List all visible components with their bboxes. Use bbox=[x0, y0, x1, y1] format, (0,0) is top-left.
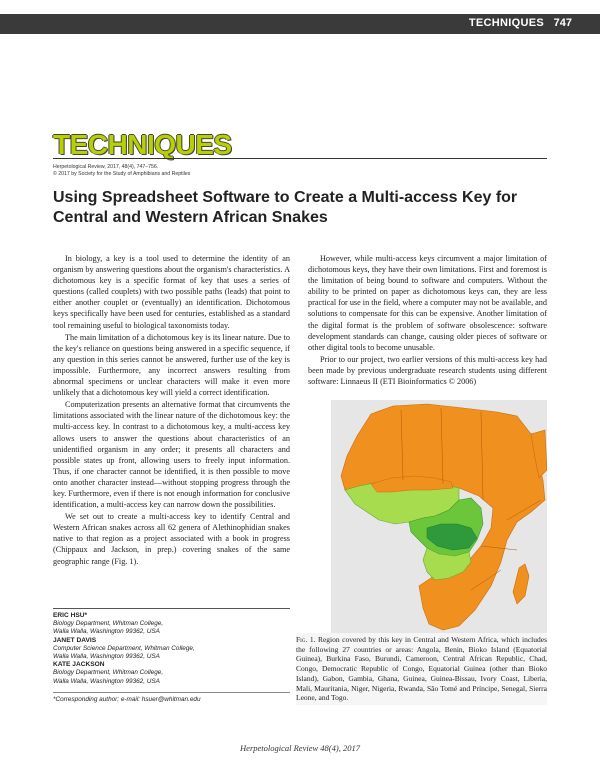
section-heading: TECHNIQUES bbox=[53, 129, 232, 160]
author-name: ERIC HSU* bbox=[53, 612, 88, 619]
paragraph: However, while multi-access keys circumvent a major limitation of dichotomous keys, they have their own limitations. First and foremost is the limitation of being bound to software and computers. Without the ability to be printed on paper as dichotomous keys can, they are less practical for use in the field, where a computer may not be available, and solutions to compensate for this can be expensive. Another limitation of the digital format is the problem of software obsolescence: software development standards can change, causing older pieces of software or other digital tools to become unusable. bbox=[308, 254, 547, 352]
paragraph: Prior to our project, two earlier versions of this multi-access key had been made by previous undergraduate research students using different software: Linnaeus II (ETI Bioinformatics © 2006) bbox=[308, 354, 547, 387]
journal-copyright: © 2017 by Society for the Study of Amphibians and Reptiles bbox=[53, 171, 191, 177]
author-block bbox=[53, 608, 290, 704]
author bbox=[53, 612, 290, 637]
africa-map-figure bbox=[331, 400, 547, 633]
author-address: Walla Walla, Washington 99362, USA bbox=[53, 628, 160, 636]
author-affiliation: Biology Department, Whitman College, bbox=[53, 669, 164, 677]
paragraph: In biology, a key is a tool used to determine the identity of an organism by answering questions about the organism's characteristics. A dichotomous key is a specific format of key that uses a series of questions (called couplets) with two possible paths (leads) that point to either another couplet or (eventually) an identification. Dichotomous keys specifically have been used for centuries, established as a standard tool remaining useful to biological taxonomists today. bbox=[53, 254, 290, 330]
section-rule bbox=[53, 158, 547, 159]
running-header bbox=[0, 14, 600, 34]
author-name: KATE JACKSON bbox=[53, 661, 105, 669]
figure-caption-text: Region covered by this key in Central and Western Africa, which includes the following 27 countries or areas: Angola, Benin, Bioko Island (Equatorial Guinea), Burkina Faso, Burundi, Cameroon, Central African Republic, Chad, Congo, Democratic Republic of Congo, Equatorial Guinea (other than Bioko Island), Gabon, Gambia, Ghana, Guinea, Guinea-Bissau, Ivory Coast, Liberia, Mali, Mauritania, Niger, Nigeria, Rwanda, São Tomé and Príncipe, Senegal, Sierra Leone, and Togo. bbox=[296, 635, 547, 703]
figure-caption bbox=[296, 633, 547, 705]
journal-citation: Herpetological Review, 2017, 48(4), 747–756. bbox=[53, 164, 159, 170]
map-island-madagascar bbox=[513, 564, 529, 604]
article-title: Using Spreadsheet Software to Create a Multi-access Key for Central and Western African Snakes bbox=[53, 189, 518, 226]
author-affiliation: Biology Department, Whitman College, bbox=[53, 620, 164, 628]
right-column bbox=[308, 253, 547, 388]
paragraph: We set out to create a multi-access key to identify Central and Western African snakes across all 62 genera of Alethinophidian snakes native to that region as a project associated with a book in progress (Chippaux and Jackson, in prep.) covering snakes of the same geographic range (Fig. 1). bbox=[53, 512, 290, 566]
author-address: Walla Walla, Washington 99362, USA bbox=[53, 677, 160, 685]
page-footer: Herpetological Review 48(4), 2017 bbox=[240, 743, 360, 753]
author bbox=[53, 661, 290, 686]
africa-map bbox=[331, 400, 547, 633]
paragraph: Computerization presents an alternative format that circumvents the limitations associated with the linear nature of the dichotomous key: the multi-access key. In contrast to a dichotomous key, a multi-access key allows users to answer the questions about characteristics of an unidentified organism in any order; it presents all characters and possible states up front, allowing users to freely input information. Thus, if one character cannot be identified, it is then possible to move onto another character instead—without stopping progress through the key. Furthermore, even if there is not enough information for conclusive identification, a multi-access key can narrow down the possibilities. bbox=[53, 400, 290, 510]
paragraph: The main limitation of a dichotomous key is its linear nature. Due to the key's reliance on questions being answered in a specific sequence, if any question in this series cannot be answered, further use of the key is impossible. Furthermore, any incorrect answers resulting from abnormal specimens or unclear characters will make it even more unlikely that a dichotomous key will yield a correct identification. bbox=[53, 332, 290, 398]
corresponding-author: *Corresponding author; e-mail: hsuer@whitman.edu bbox=[53, 692, 290, 704]
author-name: JANET DAVIS bbox=[53, 636, 97, 644]
left-column bbox=[53, 253, 290, 568]
author-affiliation: Computer Science Department, Whitman College, bbox=[53, 644, 195, 652]
author-address: Walla Walla, Washington 99362, USA bbox=[53, 653, 160, 661]
author bbox=[53, 637, 290, 662]
running-header-section: TECHNIQUES bbox=[468, 17, 544, 29]
figure-label: Fig. 1. bbox=[296, 635, 316, 644]
page-number: 747 bbox=[553, 17, 572, 29]
